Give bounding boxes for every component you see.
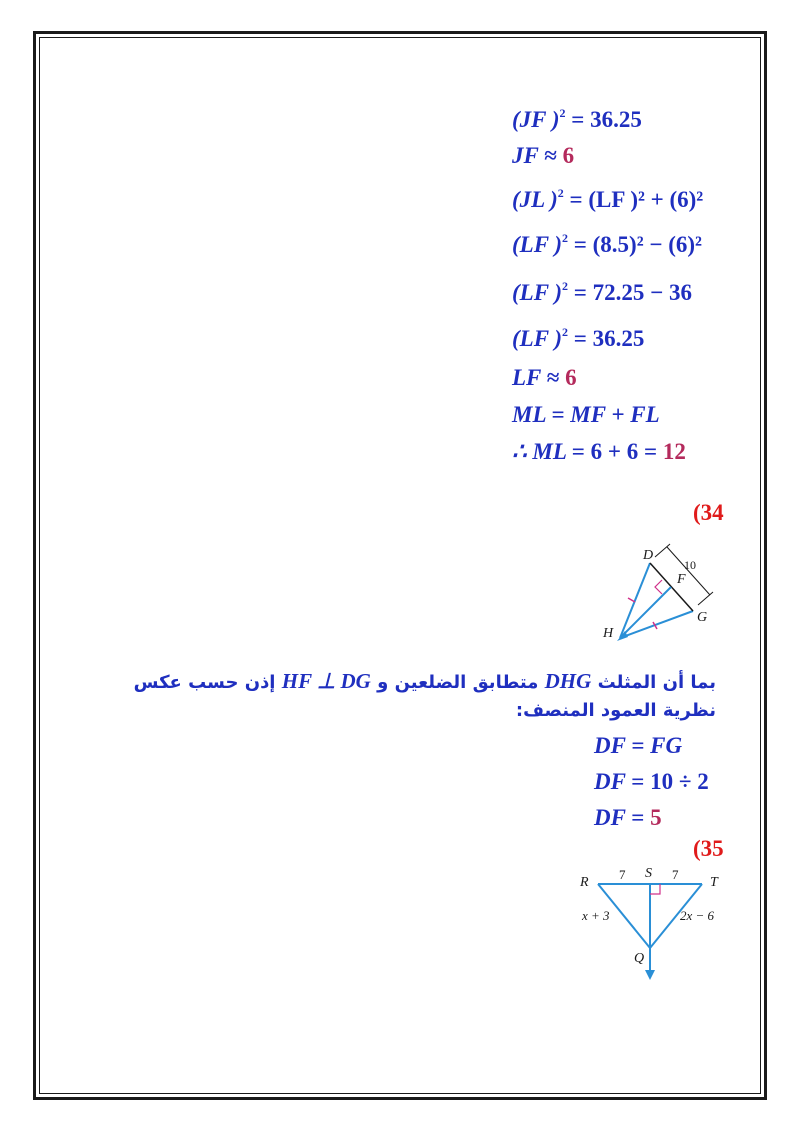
equation-line: DF = 5 [594, 805, 662, 830]
segment-ST-label: 7 [672, 867, 679, 882]
point-H-label: H [603, 626, 614, 641]
equation-line: (JF )$^2$ = 36.25 [512, 106, 642, 132]
segment-TQ-label: 2x − 6 [680, 908, 715, 923]
equation-line: JF ≈ 6 [512, 143, 575, 168]
problem-35-label: (35 [693, 836, 724, 861]
equation-line: LF ≈ 6 [512, 365, 577, 390]
problem-34-label: (34 [693, 500, 724, 525]
point-R-label: R [580, 875, 589, 890]
equation-line: ML = MF + FL [512, 402, 660, 427]
problem-34-explanation: بما أن المثلث DHG متطابق الضلعين و HF ⊥ DG إذن حسب عكس نظرية العمود المنصف: [133, 669, 716, 721]
length-label: 10 [684, 558, 696, 572]
segment-RQ-label: x + 3 [582, 908, 610, 923]
equation-line: DF = 10 ÷ 2 [594, 769, 709, 794]
problem-35-figure [572, 862, 732, 987]
point-F-label: F [677, 572, 686, 587]
point-T-label: T [710, 875, 718, 890]
point-D-label: D [643, 548, 654, 563]
equation-line: ∴ ML = 6 + 6 = 12 [512, 439, 686, 464]
problem-34-figure [595, 535, 735, 645]
equation-line: (LF )$^2$ = 36.25 [512, 325, 645, 351]
point-S-label: S [645, 866, 652, 881]
equation-line: (LF )$^2$ = 72.25 − 36 [512, 279, 693, 305]
equation-line: (LF )$^2$ = (8.5)² − (6)² [512, 231, 702, 257]
point-Q-label: Q [634, 951, 645, 966]
equation-line: DF = FG [594, 733, 683, 758]
point-G-label: G [697, 610, 708, 625]
segment-RS-label: 7 [619, 867, 626, 882]
equation-line: (JL )$^2$ = (LF )² + (6)² [512, 186, 704, 212]
